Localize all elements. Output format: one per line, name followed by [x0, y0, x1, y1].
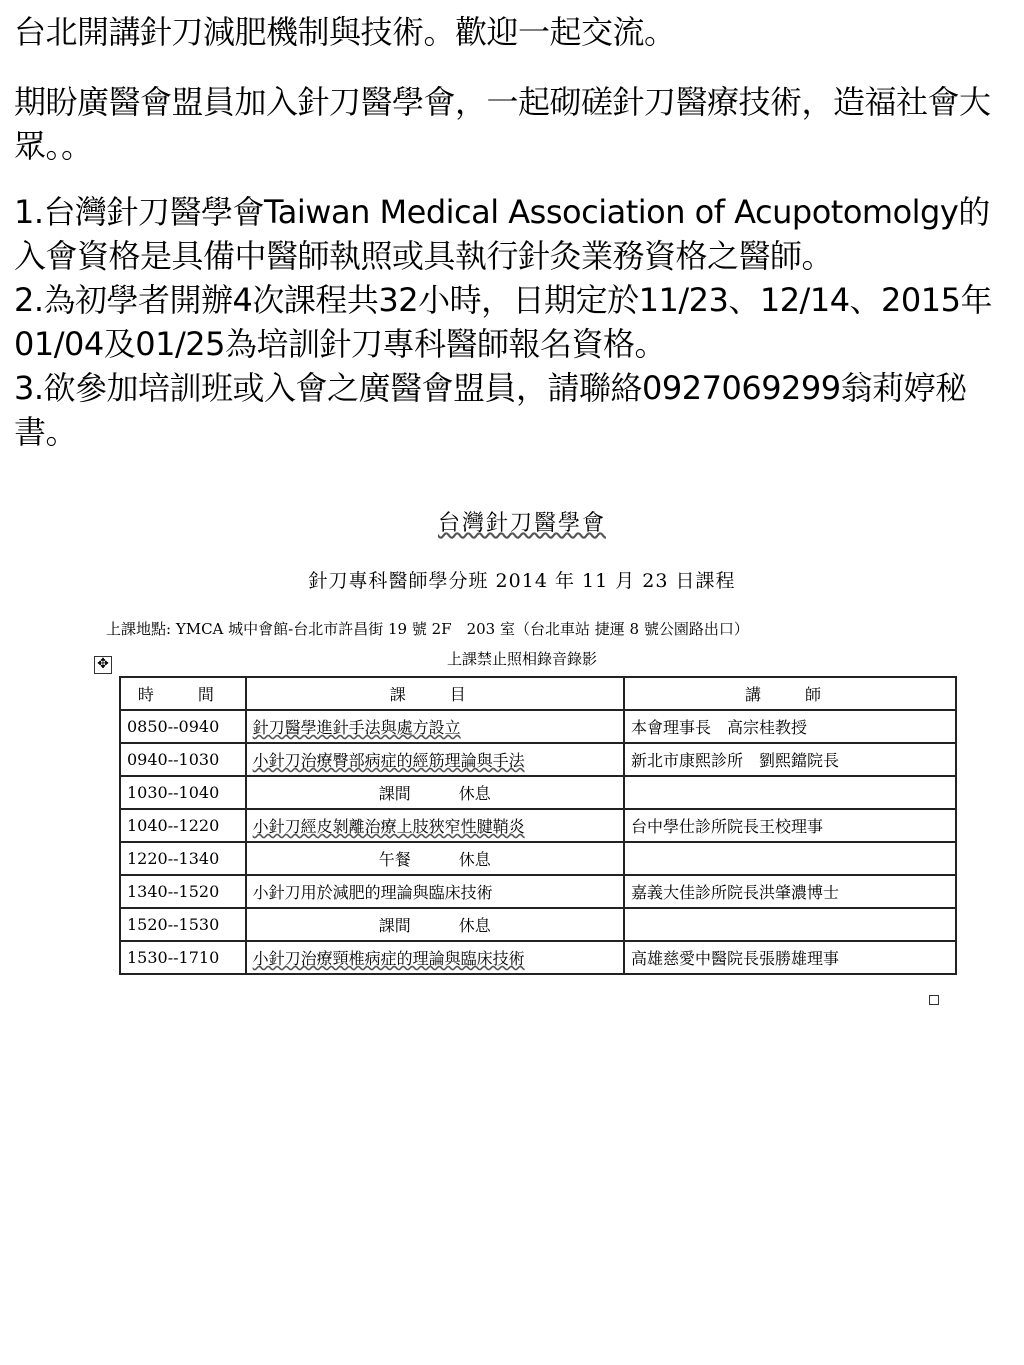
row-lecturer [624, 908, 956, 941]
row-time: 1340--1520 [120, 875, 246, 908]
table-row [120, 809, 956, 842]
row-subject: 小針刀經皮剝離治療上肢狹窄性腱鞘炎 [246, 809, 624, 842]
intro-list-item-1: 1.台灣針刀醫學會Taiwan Medical Association of Acupotomolgy的入會資格是具備中醫師執照或具執行針灸業務資格之醫師。 [14, 193, 990, 275]
header-subject: 課 目 [246, 677, 624, 710]
row-time: 1040--1220 [120, 809, 246, 842]
row-time: 0850--0940 [120, 710, 246, 743]
row-lecturer: 台中學仕診所院長王校理事 [624, 809, 956, 842]
row-lecturer [624, 776, 956, 809]
row-subject: 小針刀治療頸椎病症的理論與臨床技術 [246, 941, 624, 974]
table-row [120, 941, 956, 974]
intro-list-item-2: 2.為初學者開辦4次課程共32小時，日期定於11/23、12/14、2015年01/04及01/25為培訓針刀專科醫師報名資格。 [14, 281, 992, 363]
intro-list-item-3: 3.欲參加培訓班或入會之廣醫會盟員，請聯絡0927069299翁莉婷秘書。 [14, 369, 967, 451]
header-lecturer: 講 師 [624, 677, 956, 710]
row-time: 0940--1030 [120, 743, 246, 776]
row-lecturer [624, 842, 956, 875]
table-row [120, 776, 956, 809]
row-subject: 課間 休息 [246, 908, 624, 941]
intro-text [14, 10, 1018, 454]
intro-line-1: 台北開講針刀減肥機制與技術。歡迎一起交流。 [14, 13, 676, 51]
row-lecturer: 高雄慈愛中醫院長張勝雄理事 [624, 941, 956, 974]
table-row [120, 875, 956, 908]
row-lecturer: 本會理事長 高宗桂教授 [624, 710, 956, 743]
row-time: 1530--1710 [120, 941, 246, 974]
row-subject: 針刀醫學進針手法與處方設立 [246, 710, 624, 743]
schedule-table [119, 676, 957, 975]
recording-notice: 上課禁止照相錄音錄影 [446, 650, 597, 668]
row-subject: 小針刀治療臀部病症的經筋理論與手法 [246, 743, 624, 776]
intro-list [14, 190, 1018, 454]
table-row [120, 842, 956, 875]
table-row [120, 908, 956, 941]
scanned-schedule-document [92, 498, 952, 1018]
intro-paragraph-2: 期盼廣醫會盟員加入針刀醫學會，一起砌磋針刀醫療技術，造福社會大眾。。 [14, 83, 991, 165]
table-resize-handle-icon[interactable] [929, 995, 939, 1005]
class-location: 上課地點: YMCA 城中會館-台北市許昌街 19 號 2F 203 室（台北車站 捷運 8 號公園路出口） [106, 620, 749, 638]
table-row [120, 743, 956, 776]
document-title: 台灣針刀醫學會 [437, 511, 606, 536]
row-time: 1520--1530 [120, 908, 246, 941]
row-subject: 午餐 休息 [246, 842, 624, 875]
row-time: 1220--1340 [120, 842, 246, 875]
header-time: 時 間 [120, 677, 246, 710]
row-lecturer: 嘉義大佳診所院長洪肇濃博士 [624, 875, 956, 908]
table-row [120, 710, 956, 743]
row-subject: 課間 休息 [246, 776, 624, 809]
table-header-row [120, 677, 956, 710]
row-lecturer: 新北市康熙診所 劉熙鐺院長 [624, 743, 956, 776]
row-subject: 小針刀用於減肥的理論與臨床技術 [246, 875, 624, 908]
row-time: 1030--1040 [120, 776, 246, 809]
document-subtitle: 針刀專科醫師學分班 2014 年 11 月 23 日課程 [308, 570, 736, 592]
table-move-handle-icon[interactable]: ✥ [94, 656, 112, 674]
